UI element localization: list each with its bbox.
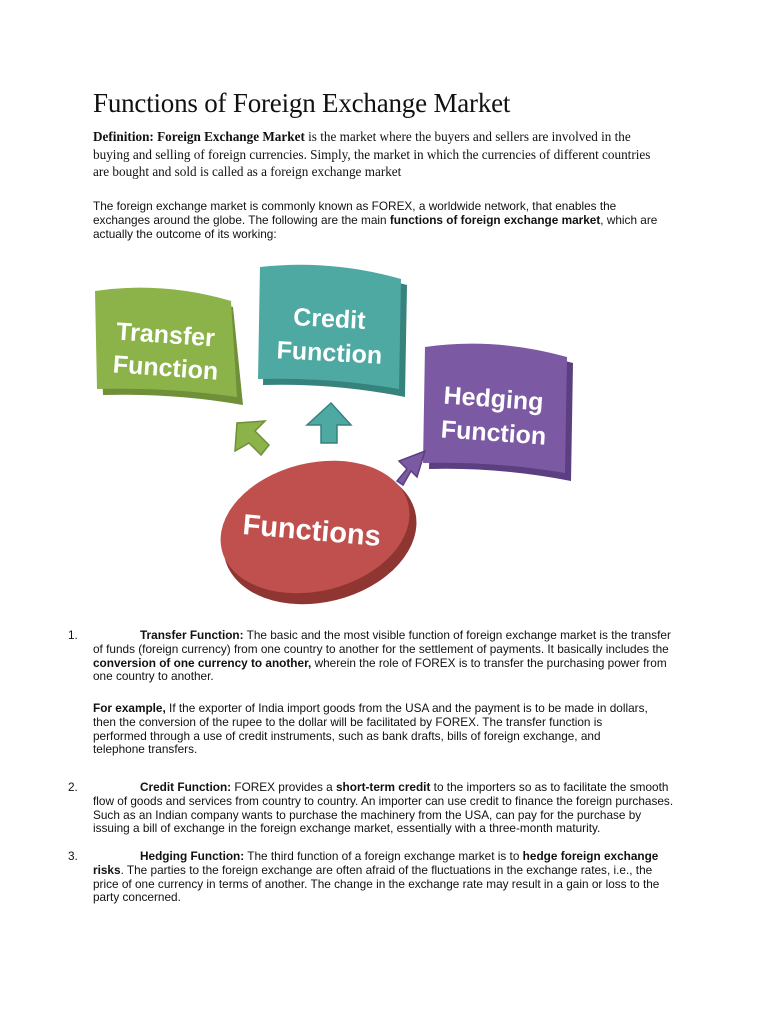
list-item-bold: short-term credit	[336, 780, 431, 794]
arrow-to-transfer-icon	[235, 421, 269, 455]
list-number: 2.	[68, 780, 78, 794]
definition-term: Foreign Exchange Market	[157, 129, 305, 144]
list-item-text	[93, 850, 678, 905]
list-item-text-1: FOREX provides a	[231, 780, 336, 794]
list-item-text	[93, 781, 678, 836]
list-item-text-2: wherein the role of FOREX is to transfer the purchasing power from one country to another.	[93, 655, 667, 684]
definition-text: is the market where the buyers and sellers are involved in the buying and selling of foreign currencies. Simply, the market in which the currencies of different countries are bought and sold is called as a foreign exchange market	[93, 129, 651, 179]
list-item-bold: conversion of one currency to another,	[93, 655, 312, 670]
functions-center-label: Functions	[241, 509, 383, 554]
transfer-line2: Function	[111, 350, 220, 386]
example-text: If the exporter of India import goods from the USA and the payment is to be made in dollars, then the conversion of the rupee to the dollar will be facilitated by FOREX. The transfer function is performed through a use of credit instruments, such as bank drafts, bills of foreign exchange, and telephone transfers.	[93, 701, 648, 757]
definition-label: Definition:	[93, 129, 154, 144]
hedging-function-box	[423, 344, 573, 481]
intro-paragraph	[93, 200, 673, 241]
intro-text-1: The foreign exchange market is commonly known as FOREX, a worldwide network, that enables the exchanges around the globe. The following are the main	[93, 199, 617, 227]
hedging-line1: Hedging	[442, 381, 545, 417]
list-item-text-2: . The parties to the foreign exchange are often afraid of the fluctuations in the exchange rates, i.e., the price of one currency in terms of another. The change in the exchange rate may result in a gain or loss to the party concerned.	[93, 862, 660, 905]
transfer-function-box	[95, 288, 243, 405]
intro-bold: functions of foreign exchange market	[389, 212, 601, 227]
arrow-to-credit-icon	[307, 403, 351, 443]
definition-paragraph	[93, 128, 653, 181]
list-item-text	[93, 629, 678, 684]
hedging-line2: Function	[439, 415, 548, 451]
arrow-to-hedging-icon	[397, 451, 425, 485]
example-bold: For example,	[93, 701, 166, 715]
functions-center-ellipse	[206, 442, 431, 615]
credit-line1: Credit	[292, 303, 367, 335]
list-item-bold: hedge foreign exchange risks	[93, 849, 659, 877]
list-number: 1.	[68, 628, 78, 642]
credit-line2: Function	[275, 336, 383, 370]
list-item-heading: Hedging Function:	[140, 849, 245, 863]
transfer-line1: Transfer	[115, 317, 216, 353]
page-title: Functions of Foreign Exchange Market	[93, 88, 511, 118]
list-item-text-2: to the importers so as to facilitate the smooth flow of goods and services from country to country. An importer can use credit to finance the foreign purchases. Such as an Indian company wants to purchase the machinery from the USA, can pay for the purchase by issuing a bill of exchange in the foreign exchange market, essentially with a three-month maturity.	[93, 780, 674, 836]
list-item-text-1: The basic and the most visible function of foreign exchange market is the transfer of funds (foreign currency) from one country to another for the settlement of payments. It basically includes the	[93, 628, 671, 656]
example-paragraph	[93, 702, 653, 757]
list-item-text-1: The third function of a foreign exchange market is to	[244, 849, 523, 863]
credit-function-box	[258, 265, 407, 397]
list-number: 3.	[68, 849, 78, 863]
intro-text-2: , which are actually the outcome of its working:	[93, 212, 658, 241]
list-item-heading: Transfer Function:	[140, 628, 244, 642]
list-item-heading: Credit Function:	[140, 780, 232, 794]
functions-diagram	[85, 255, 585, 615]
